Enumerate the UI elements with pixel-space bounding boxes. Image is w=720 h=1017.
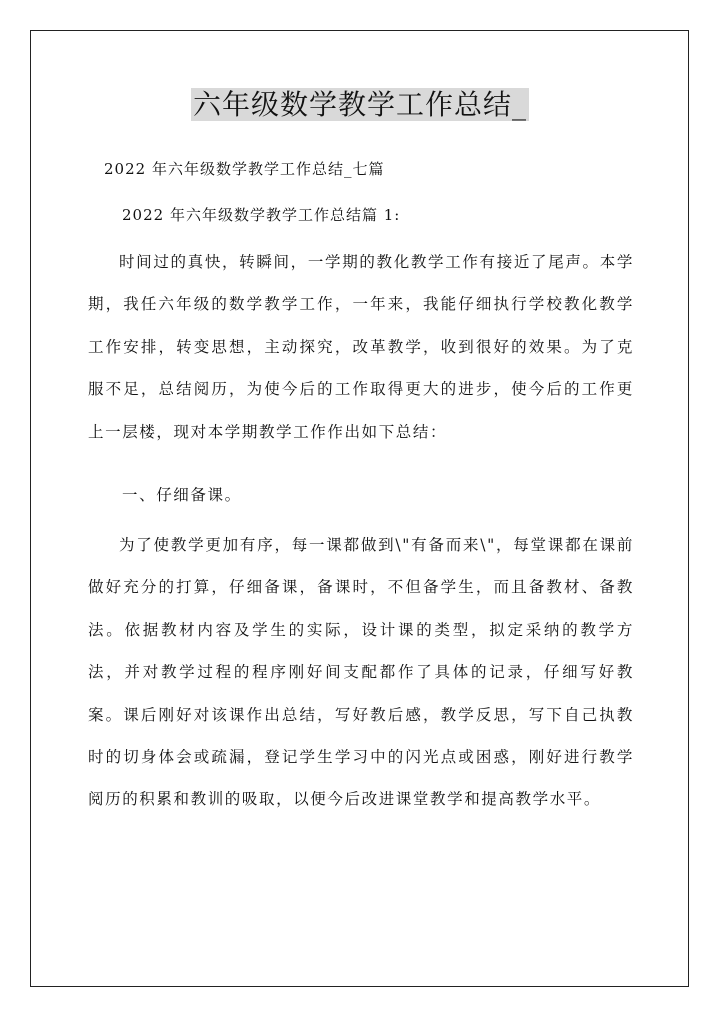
- document-title: [0, 88, 720, 122]
- section-heading: 2022 年六年级数学教学工作总结篇 1:: [122, 206, 401, 224]
- paragraph-intro: 时间过的真快，转瞬间，一学期的教化教学工作有接近了尾声。本学期，我任六年级的数学教学工作，一年来，我能仔细执行学校教化教学工作安排，转变思想，主动探究，改革教学，收到很好的效果。为了克服不足，总结阅历，为使今后的工作取得更大的进步，使今后的工作更上一层楼，现对本学期教学工作作出如下总结：: [88, 253, 634, 441]
- document-subtitle: 2022 年六年级数学教学工作总结_七篇: [104, 160, 385, 178]
- subheading-preparation: 一、仔细备课。: [122, 486, 242, 504]
- paragraph-preparation: 为了使教学更加有序，每一课都做到\"有备而来\"，每堂课都在课前做好充分的打算，仔细备课，备课时，不但备学生，而且备教材、备教法。依据教材内容及学生的实际，设计课的类型，拟定采纳的教学方法，并对教学过程的程序刚好间支配都作了具体的记录，仔细写好教案。课后刚好对该课作出总结，写好教后感，教学反思，写下自己执教时的切身体会或疏漏，登记学生学习中的闪光点或困惑，刚好进行教学阅历的积累和教训的吸取，以便今后改进课堂教学和提高教学水平。: [88, 536, 634, 809]
- document-title-text: 六年级数学教学工作总结_: [192, 88, 527, 121]
